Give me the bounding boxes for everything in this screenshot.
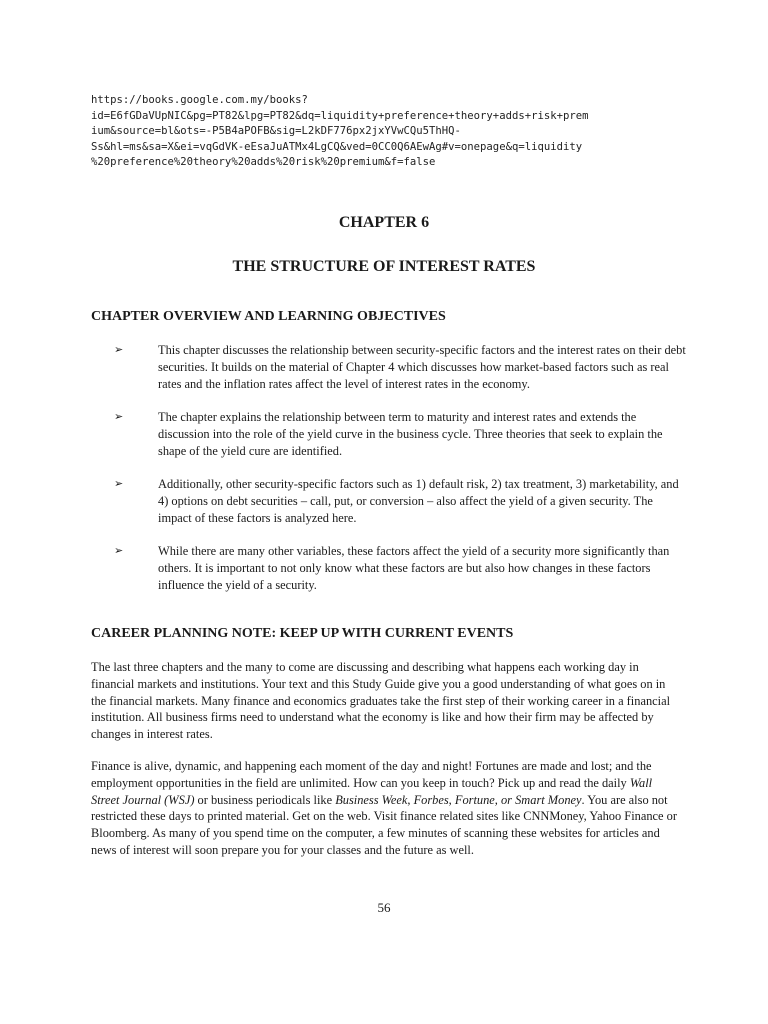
chapter-number: CHAPTER 6 <box>338 214 430 231</box>
url-line-4: Ss&hl=ms&sa=X&ei=vqGdVK-eEsaJuATMx4LgCQ&ved=0CC0Q6AEwAg#v=onepage&q=liquidity <box>91 140 583 153</box>
bullet-arrow-icon: ➢ <box>114 410 124 423</box>
bullet-arrow-icon: ➢ <box>114 477 124 490</box>
url-line-5: %20preference%20theory%20adds%20risk%20premium&f=false <box>91 156 436 168</box>
career-paragraph-1: The last three chapters and the many to come are discussing and describing what happens each working day in financial markets and institutions. Your text and this Study Guide give you a good understanding of what goes on in the financial markets. Many finance and economics graduates take the first step of their working career in a financial institution. All business firms need to understand what the economy is like and how their firm may be affected by changes in interest rates. <box>91 660 671 742</box>
overview-heading: CHAPTER OVERVIEW AND LEARNING OBJECTIVES <box>91 309 446 324</box>
url-line-1: https://books.google.com.my/books? <box>91 94 308 106</box>
publication-title: Wall Street Journal (WSJ) <box>91 775 653 807</box>
bullet-text: This chapter discusses the relationship between security-specific factors and the interest rates on their debt securities. It builds on the material of Chapter 4 which discusses how market-based factors such as real rates and the inflation rates affect the level of interest rates in the economy. <box>158 343 686 391</box>
publication-title: Forbes <box>413 792 449 807</box>
career-heading: CAREER PLANNING NOTE: KEEP UP WITH CURRENT EVENTS <box>91 626 514 641</box>
para-text: , <box>448 792 455 807</box>
bullet-text: The chapter explains the relationship between term to maturity and interest rates and extends the discussion into the role of the yield curve in the business cycle. Three theories that seek to explain the shape of the yield cure are identified. <box>158 410 663 458</box>
career-paragraph-2 <box>91 758 681 859</box>
bullet-arrow-icon: ➢ <box>114 343 124 356</box>
url-line-3: ium&source=bl&ots=-P5B4aPOFB&sig=L2kDF776px2jxYVwCQu5ThHQ- <box>91 125 461 137</box>
chapter-title: THE STRUCTURE OF INTEREST RATES <box>232 258 536 275</box>
para-text: . You are also not restricted these days to printed material. Get on the web. Visit finance related sites like CNNMoney, Yahoo Finance or Bloomberg. As many of you spend time on the computer, a few minutes of scanning these websites for articles and news of interest will soon prepare you for your classes and the future as well. <box>91 792 677 857</box>
para-text: , <box>407 792 414 807</box>
para-text: or business periodicals like <box>194 792 336 807</box>
publication-title: Business Week <box>335 792 408 807</box>
url-line-2: id=E6fGDaVUpNIC&pg=PT82&lpg=PT82&dq=liquidity+preference+theory+adds+risk+prem <box>91 109 589 122</box>
bullet-text: While there are many other variables, these factors affect the yield of a security more significantly than others. It is important to not only know what these factors are but also how changes in these factors influence the yield of a security. <box>158 544 670 592</box>
page-number: 56 <box>377 900 391 915</box>
para-text: Finance is alive, dynamic, and happening each moment of the day and night! Fortunes are made and lost; and the employment opportunities in the field are unlimited. How can you keep in touch? Pick up and read the daily <box>91 759 652 790</box>
bullet-text: Additionally, other security-specific factors such as 1) default risk, 2) tax treatment, 3) marketability, and 4) options on debt securities – call, put, or conversion – also affect the yield of a given security. The impact of these factors is analyzed here. <box>158 477 679 525</box>
publication-title: Fortune, or Smart Money <box>454 792 582 807</box>
bullet-arrow-icon: ➢ <box>114 544 124 557</box>
source-url <box>91 93 691 171</box>
